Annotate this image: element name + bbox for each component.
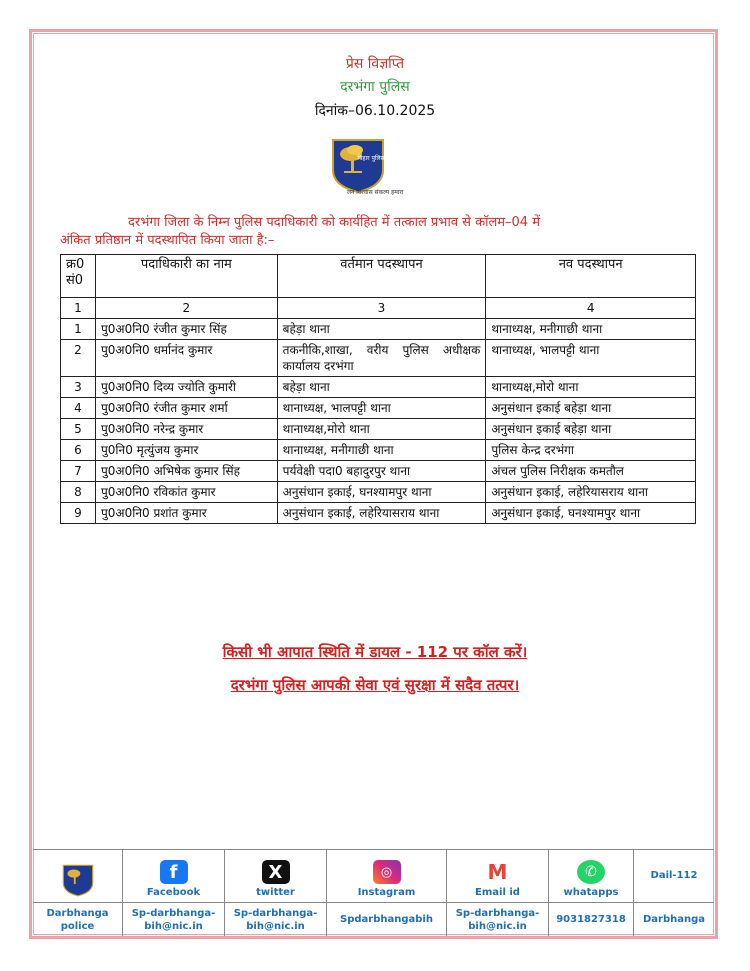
cell-name: पु0नि0 मृत्युंजय कुमार — [95, 440, 277, 461]
service-notice: दरभंगा पुलिस आपकी सेवा एवं सुरक्षा में सदैव तत्पर। — [230, 676, 520, 694]
footer-label: whatapps — [563, 887, 619, 898]
footer-cell-top — [549, 850, 633, 903]
footer-cell-top — [327, 850, 446, 903]
posting-table — [60, 254, 696, 524]
cell-sn: 9 — [61, 503, 96, 524]
footer-value[interactable]: Sp-darbhanga-bih@nic.in — [455, 907, 540, 932]
col-number: 2 — [95, 298, 277, 319]
footer-label: Dail-112 — [650, 870, 698, 881]
cell-new: अनुसंधान इकाई बहेड़ा थाना — [486, 419, 696, 440]
footer-value[interactable]: 9031827318 — [556, 914, 626, 925]
footer-cell-facebook[interactable] — [123, 850, 225, 936]
cell-current: तकनीकि,शाखा, वरीय पुलिस अधीक्षक कार्यालय दरभंगा — [277, 340, 486, 377]
cell-new: अनुसंधान इकाई, घनश्यामपुर थाना — [486, 503, 696, 524]
footer-cell-top — [123, 850, 224, 903]
cell-name: पु0अ0नि0 प्रशांत कुमार — [95, 503, 277, 524]
cell-sn: 1 — [61, 319, 96, 340]
footer-value[interactable]: Sp-darbhanga-bih@nic.in — [233, 907, 318, 932]
col-number: 4 — [486, 298, 696, 319]
col-header-current: वर्तमान पदस्थापन — [277, 255, 486, 298]
table-row — [61, 503, 696, 524]
footer-contact-bar — [33, 849, 714, 936]
footer-label: Instagram — [357, 887, 416, 898]
cell-current: अनुसंधान इकाई, घनश्यामपुर थाना — [277, 482, 486, 503]
footer-value: Darbhanga — [642, 914, 706, 925]
emergency-notice: किसी भी आपात स्थिति में डायल - 112 पर कॉल करें। — [222, 643, 528, 661]
cell-new: थानाध्यक्ष, मनीगाछी थाना — [486, 319, 696, 340]
footer-value[interactable]: Spdarbhangabih — [340, 914, 433, 925]
whatsapp-icon: ✆ — [577, 860, 605, 884]
cell-sn: 5 — [61, 419, 96, 440]
press-release-date: दिनांक–06.10.2025 — [314, 103, 436, 119]
cell-name: पु0अ0नि0 रविकांत कुमार — [95, 482, 277, 503]
press-release-subtitle: दरभंगा पुलिस — [340, 79, 410, 95]
footer-cell-top — [225, 850, 326, 903]
column-number-row — [61, 298, 696, 319]
cell-current: थानाध्यक्ष, भालपट्टी थाना — [277, 398, 486, 419]
cell-new: अनुसंधान इकाई बहेड़ा थाना — [486, 398, 696, 419]
footer-label: Facebook — [146, 887, 201, 898]
footer-cell-twitter[interactable] — [225, 850, 327, 936]
table-row — [61, 461, 696, 482]
facebook-icon: f — [160, 860, 188, 884]
cell-new: थानाध्यक्ष,मोरो थाना — [486, 377, 696, 398]
cell-sn: 4 — [61, 398, 96, 419]
bihar-police-emblem-icon — [61, 862, 95, 898]
press-release-title: प्रेस विज्ञप्ति — [345, 56, 405, 72]
cell-sn: 3 — [61, 377, 96, 398]
table-header-row — [61, 255, 696, 298]
cell-name: पु0अ0नि0 रंजीत कुमार सिंह — [95, 319, 277, 340]
cell-current: थानाध्यक्ष, मनीगाछी थाना — [277, 440, 486, 461]
cell-name: पु0अ0नि0 रंजीत कुमार शर्मा — [95, 398, 277, 419]
cell-sn: 8 — [61, 482, 96, 503]
cell-current: अनुसंधान इकाई, लहेरियासराय थाना — [277, 503, 486, 524]
bihar-police-emblem-icon — [329, 136, 387, 194]
table-row — [61, 398, 696, 419]
cell-sn: 6 — [61, 440, 96, 461]
cell-name: पु0अ0नि0 दिव्य ज्योति कुमारी — [95, 377, 277, 398]
footer-label: Email id — [475, 887, 520, 898]
emblem-text: बिहार पुलिस — [357, 155, 385, 162]
intro-line-2: अंकित प्रतिष्ठान में पदस्थापित किया जाता है:– — [60, 233, 275, 248]
footer-cell-whatsapp[interactable] — [549, 850, 634, 936]
footer-cell-instagram[interactable] — [327, 850, 447, 936]
cell-current: बहेड़ा थाना — [277, 319, 486, 340]
table-row — [61, 419, 696, 440]
col-header-sn: क्र0 सं0 — [61, 255, 96, 298]
cell-name: पु0अ0नि0 अभिषेक कुमार सिंह — [95, 461, 277, 482]
footer-value: Darbhanga police — [46, 907, 109, 932]
footer-cell-dial112[interactable] — [634, 850, 714, 936]
footer-value[interactable]: Sp-darbhanga-bih@nic.in — [131, 907, 216, 932]
table-row — [61, 340, 696, 377]
emblem-motto: जन विश्वास संकल्प हमारा — [346, 189, 404, 196]
table-row — [61, 482, 696, 503]
footer-cell-police — [33, 850, 123, 936]
footer-label: twitter — [256, 887, 295, 898]
footer-cell-email[interactable] — [447, 850, 549, 936]
cell-current: थानाध्यक्ष,मोरो थाना — [277, 419, 486, 440]
cell-sn: 7 — [61, 461, 96, 482]
cell-new: पुलिस केन्द्र दरभंगा — [486, 440, 696, 461]
gmail-icon: M — [484, 860, 512, 884]
cell-name: पु0अ0नि0 नरेन्द्र कुमार — [95, 419, 277, 440]
table-row — [61, 319, 696, 340]
footer-cell-top — [447, 850, 548, 903]
col-number: 3 — [277, 298, 486, 319]
col-header-name: पदाधिकारी का नाम — [95, 255, 277, 298]
table-row — [61, 440, 696, 461]
cell-new: अनुसंधान इकाई, लहेरियासराय थाना — [486, 482, 696, 503]
col-number: 1 — [61, 298, 96, 319]
intro-line-1: दरभंगा जिला के निम्न पुलिस पदाधिकारी को कार्यहित में तत्काल प्रभाव से कॉलम–04 में — [128, 215, 540, 230]
intro-paragraph — [60, 214, 698, 250]
instagram-icon: ◎ — [373, 860, 401, 884]
cell-new: थानाध्यक्ष, भालपट्टी थाना — [486, 340, 696, 377]
cell-current: बहेड़ा थाना — [277, 377, 486, 398]
cell-sn: 2 — [61, 340, 96, 377]
x-twitter-icon: X — [262, 860, 290, 884]
cell-current: पर्यवेक्षी पदा0 बहादुरपुर थाना — [277, 461, 486, 482]
footer-cell-top — [634, 850, 714, 903]
col-header-new: नव पदस्थापन — [486, 255, 696, 298]
cell-new: अंचल पुलिस निरीक्षक कमतौल — [486, 461, 696, 482]
cell-name: पु0अ0नि0 धर्मानंद कुमार — [95, 340, 277, 377]
footer-cell-top — [33, 850, 122, 903]
table-row — [61, 377, 696, 398]
